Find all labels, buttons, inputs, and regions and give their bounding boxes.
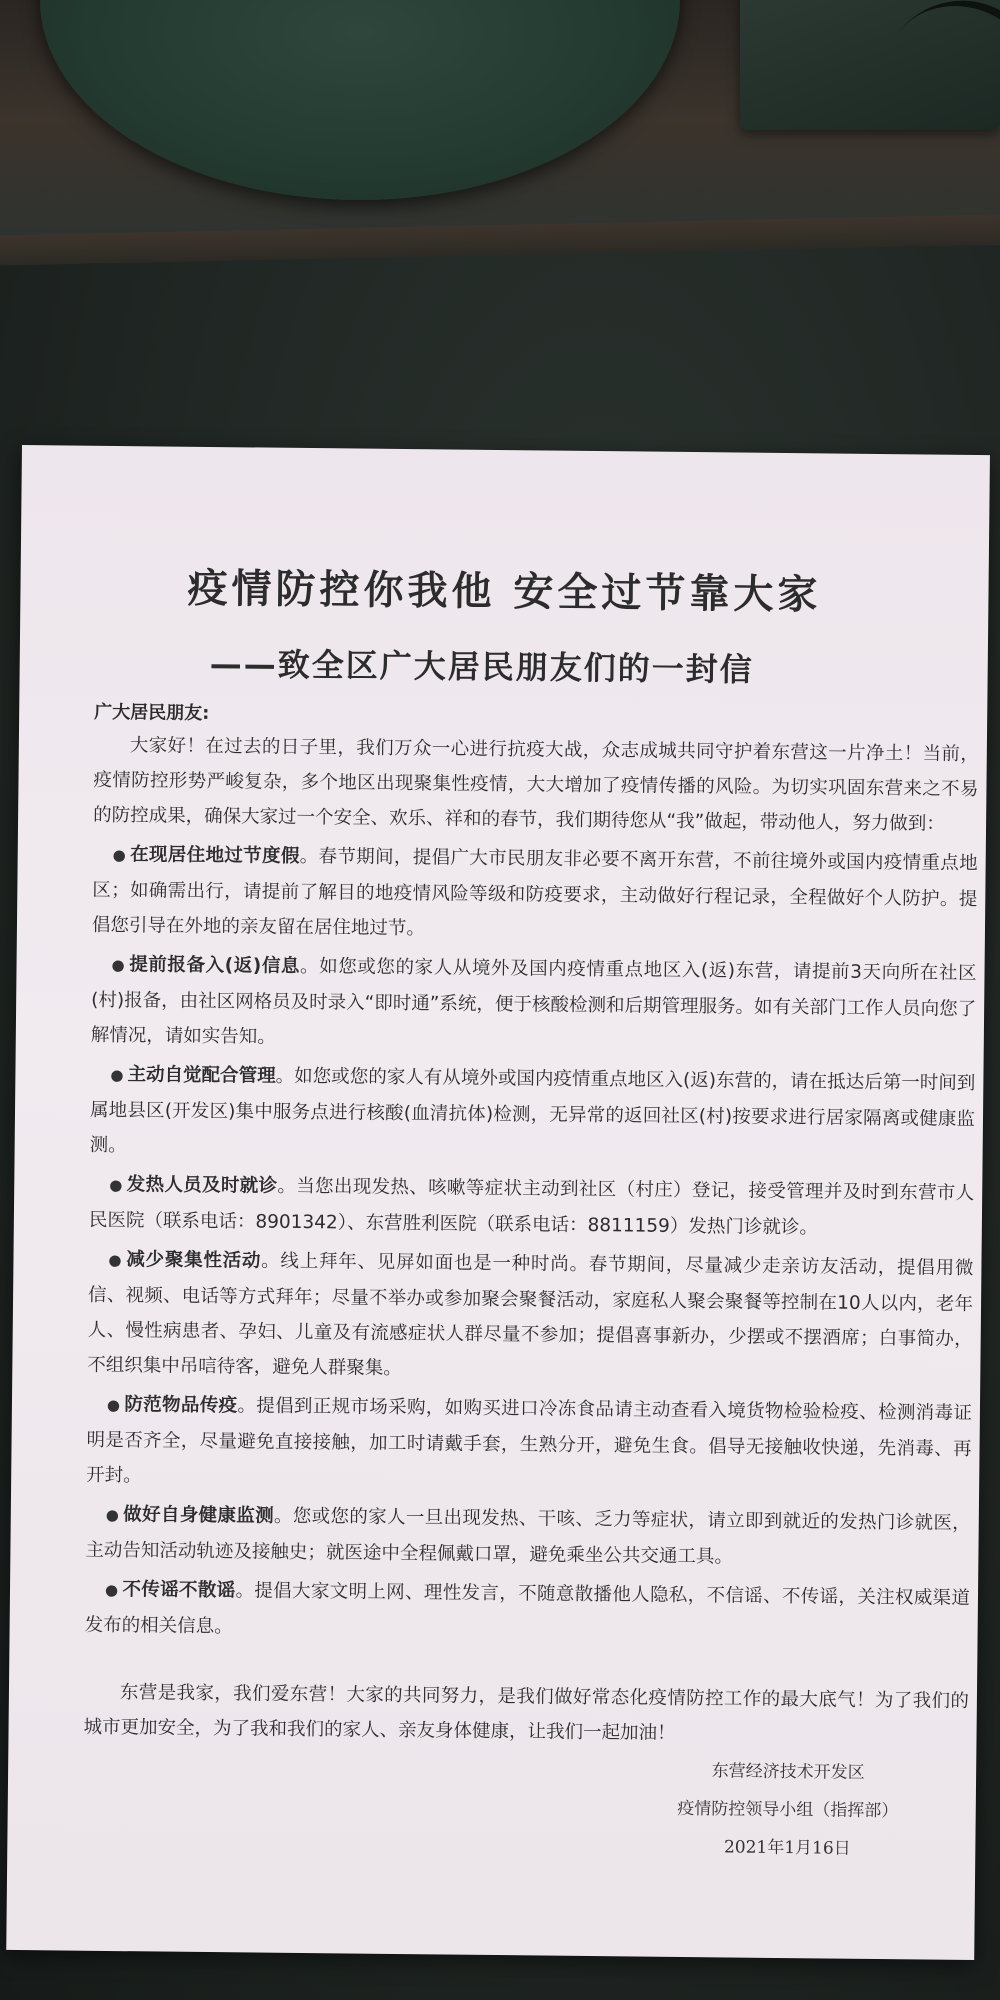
- list-item: [84, 1572, 970, 1652]
- letter-subtitle: ——致全区广大居民朋友们的一封信: [209, 644, 754, 689]
- signature-block: [647, 1752, 928, 1869]
- item-heading: 主动自觉配合管理: [127, 1064, 276, 1087]
- list-item: [86, 1387, 972, 1502]
- item-heading: 防范物品传疫: [124, 1394, 238, 1417]
- item-text: 。线上拜年、见屏如面也是一种时尚。春节期间，尽量减少走亲访友活动，提倡用微信、视频、电话等方式拜年；尽量不举办或参加聚会聚餐活动，家庭私人聚会聚餐等控制在10人以内，老年人、慢性病患者、孕妇、儿童及有流感症状人群尽量不参加；提倡喜事新办，少摆或不摆酒席；白事简办，不组织集中吊唁待客，避免人群聚集。: [87, 1250, 974, 1380]
- list-item: [92, 837, 978, 952]
- list-item: [89, 1057, 975, 1172]
- item-heading: 减少聚集性活动: [126, 1249, 262, 1272]
- item-heading: 做好自身健康监测: [123, 1504, 275, 1527]
- bullet-icon: ●: [105, 1505, 120, 1525]
- item-heading: 提前报备入(返)信息: [129, 954, 301, 977]
- letter-greeting: 广大居民朋友:: [94, 701, 210, 724]
- bullet-icon: ●: [106, 1395, 121, 1415]
- signature-org-group: 疫情防控领导小组（指挥部）: [677, 1798, 899, 1822]
- item-heading: 发热人员及时就诊: [126, 1174, 278, 1197]
- item-text: 。提倡大家文明上网、理性发言，不随意散播他人隐私，不信谣、不传谣，关注权威渠道发布的相关信息。: [84, 1580, 971, 1638]
- item-text: 。当您出现发热、咳嗽等症状主动到社区（村庄）登记，接受管理并及时到东营市人民医院（联系电话：8901342）、东营胜利医院（联系电话：8811159）发热门诊就诊。: [88, 1175, 975, 1239]
- closing-paragraph: 东营是我家，我们爱东营！大家的共同努力，是我们做好常态化疫情防控工作的最大底气！为了我们的城市更加安全，为了我和我们的家人、亲友身体健康，让我们一起加油！: [83, 1682, 970, 1744]
- item-text: 。如您或您的家人有从境外或国内疫情重点地区入(返)东营的，请在抵达后第一时间到属地县区(开发区)集中服务点进行核酸(血清抗体)检测，无异常的返回社区(村)按要求进行居家隔离或健康监测。: [89, 1065, 976, 1157]
- monitor-stand-base: [40, 0, 680, 200]
- bullet-icon: ●: [109, 1175, 123, 1195]
- bullet-icon: ●: [104, 1580, 119, 1600]
- item-text: 。您或您的家人一旦出现发热、干咳、乏力等症状，请立即到就近的发热门诊就医，主动告知活动轨迹及接触史；就医途中全程佩戴口罩，避免乘坐公共交通工具。: [85, 1505, 971, 1568]
- bullet-icon: ●: [110, 1065, 124, 1085]
- item-heading: 在现居住地过节度假: [130, 844, 300, 867]
- item-text: 。如您或您的家人从境外及国内疫情重点地区入(返)东营，请提前3天向所在社区(村)报备，由社区网格员及时录入“即时通”系统，便于核酸检测和后期管理服务。如有关部门工作人员向您了解情况，请如实告知。: [90, 955, 977, 1048]
- intro-paragraph: 大家好！在过去的日子里，我们万众一心进行抗疫大战，众志成城共同守护着东营这一片净土！当前，疫情防控形势严峻复杂，多个地区出现聚集性疫情，大大增加了疫情传播的风险。为切实巩固东营来之不易的防控成果，确保大家过一个安全、欢乐、祥和的春节，我们期待您从“我”做起，带动他人，努力做到：: [93, 735, 979, 835]
- bullet-icon: ●: [112, 845, 127, 865]
- letter-title: 疫情防控你我他 安全过节靠大家: [187, 564, 822, 619]
- list-item: [87, 1242, 973, 1392]
- bullet-icon: ●: [111, 955, 126, 975]
- bullet-icon: ●: [108, 1250, 123, 1270]
- item-heading: 不传谣不散谣: [122, 1579, 236, 1602]
- list-item: [89, 1167, 975, 1247]
- item-text: 。春节期间，提倡广大市民朋友非必要不离开东营，不前往境外或国内疫情重点地区；如确需出行，请提前了解目的地疫情风险等级和防疫要求，主动做好行程记录，全程做好个人防护。提倡您引导在外地的亲友留在居住地过节。: [91, 845, 978, 940]
- letter-body: [83, 728, 979, 1758]
- signature-date: 2021年1月16日: [723, 1837, 851, 1859]
- letter-paper: [6, 445, 990, 1960]
- list-item: [91, 947, 977, 1062]
- list-item: [85, 1497, 971, 1577]
- signature-org: 东营经济技术开发区: [711, 1761, 865, 1783]
- item-text: 。提倡到正规市场采购，如购买进口冷冻食品请主动查看入境货物检验检疫、检测消毒证明是否齐全，尽量避免直接接触，加工时请戴手套，生熟分开，避免生食。倡导无接触收快递，先消毒、再开封。: [86, 1395, 973, 1487]
